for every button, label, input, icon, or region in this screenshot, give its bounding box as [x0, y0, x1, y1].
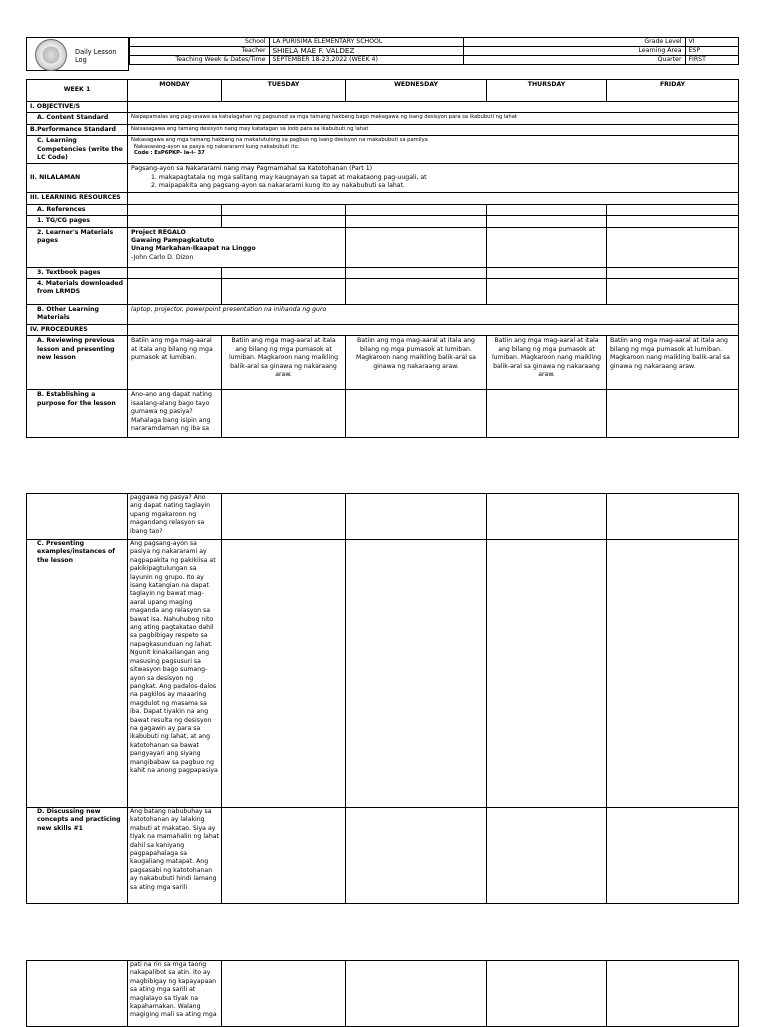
competency-code: Code : EsP6PKP- Ia-i– 37: [134, 150, 205, 157]
quarter-value: FIRST: [685, 56, 738, 65]
performance-standard: Naisasagawa ang tamang desisyon nang may katatagan sa loob para sa ikabubuti ng lahat: [128, 124, 739, 135]
day-friday: FRIDAY: [607, 80, 739, 102]
day-monday: MONDAY: [128, 80, 222, 102]
lrmds-label: 4. Materials downloaded from LRMDS: [27, 279, 128, 305]
review-thursday: Batiin ang mga mag-aaral at itala ang bilang ng mga pumasok at lumiban. Magkaroon nang maikling balik-aral sa ginawa ng nakaraang araw.: [487, 336, 607, 390]
week-header: WEEK 1: [27, 80, 128, 102]
lm-line-2: Gawaing Pampagkatuto: [131, 237, 215, 245]
area-value: ESP: [685, 47, 738, 56]
nilalaman-item-2: 2. maipapakita ang pagsang-ayon sa nakararami kung ito ay nakabubuti sa lahat.: [151, 182, 405, 190]
day-wednesday: WEDNESDAY: [346, 80, 487, 102]
week-label: Teaching Week & Dates/Time: [129, 56, 269, 65]
lesson-table: [26, 79, 739, 438]
lm-pages-label: 2. Learner's Materials pages: [27, 227, 128, 267]
discussing-monday: Ang batang nabubuhay sa katotohanan ay lalaking mabuti at makatao. Siya ay tiyak na mamahalin ng lahat dahil sa kaniyang pagpapahalaga sa kaugaliang matapat. Ang pagsasabi ng katotohanan ay nakabubuti hindi lamang sa ating mga sarili: [128, 808, 222, 904]
lm-pages: [128, 227, 346, 267]
performance-standard-label: B.Performance Standard: [27, 124, 128, 135]
review-monday: Batiin ang mga mag-aaral at itala ang bilang ng mga pumasok at lumiban.: [128, 336, 222, 390]
school-label: School: [129, 38, 269, 47]
nilalaman-title: Pagsang-ayon sa Nakararami nang may Pagmamahal sa Katotohanan (Part 1): [131, 165, 373, 173]
competency-2: Nakasasang-ayon sa pasya ng nakararami kung nakabubuti ito.: [134, 143, 300, 150]
content-standard: Naipapamalas ang pag-unawa sa kahalagahan ng pagsunod sa mga tamang hakbang bago makagawa ng isang desisyon para sa ikabubuti ng lahat: [128, 113, 739, 124]
competency-1: Nakasagawa ang mga tamang hakbang na makatutulong sa pagbuo ng isang desisyon na makabubuti sa pamilya: [131, 137, 428, 144]
establishing-monday: Ano-ano ang dapat nating isaalang-alang bago tayo gumawa ng pasiya? Mahalaga bang isipin ang nararamdaman ng iba sa: [128, 390, 222, 438]
competencies-label: C. Learning Competencies (write the LC Code): [27, 136, 128, 164]
review-wednesday: Batiin ang mga mag-aaral at itala ang bilang ng mga pumasok at lumiban. Magkaroon nang maikling balik-aral sa ginawa ng nakaraang araw.: [346, 336, 487, 390]
day-thursday: THURSDAY: [487, 80, 607, 102]
review-tuesday: Batiin ang mga mag-aaral at itala ang bilang ng mga pumasok at lumiban. Magkaroon nang maikling balik-aral sa ginawa ng nakaraang araw.: [222, 336, 346, 390]
presenting-monday: Ang pagsang-ayon sa pasiya ng nakararami ay nagpapakita ng pakikiisa at pakikipagtulungan sa layunin ng grupo. Ito ay isang katangian na dapat taglayin ng bawat mag-aaral upang maging maganda ang relasyon sa bawat isa. Nahuhubog nito ang ating pagtakatao dahil sa pagbibigay respeto sa napagkasunduan ng lahat. Ngunit kinakailangan ang masusing pagsusuri sa sitwasyon bago sumang-ayon sa desisyon ng pangkat. Ang padalos-dalos na pagkilos ay maaaring magdulot ng masama sa iba. Dapat tiyakin na ang bawat resulta ng desisyon na gagawin ay para sa ikabubuti ng lahat, at ang katotohanan sa bawat pangyayari ang siyang mangibabaw sa pagbuo ng kahit na anong pagpapasiya: [128, 540, 222, 808]
review-friday: Batiin ang mga mag-aaral at itala ang bilang ng mga pumasok at lumiban. Magkaroon nang maikling balik-aral sa ginawa ng nakaraang araw.: [607, 336, 739, 390]
lm-line-1: Project REGALO: [131, 228, 186, 236]
establishing-label: B. Establishing a purpose for the lesson: [27, 390, 128, 438]
tg-pages-label: 1. TG/CG pages: [27, 216, 128, 227]
lesson-table-continued: [26, 493, 739, 904]
establishing-monday-cont: paggawa ng pasya? Ano ang dapat nating taglayin upang mgakaroon ng magandang relasyon sa ibang tao?: [128, 494, 222, 540]
textbook-pages-label: 3. Textbook pages: [27, 267, 128, 278]
references-label: A. References: [27, 204, 128, 215]
week-value: SEPTEMBER 18-23,2022 (WEEK 4): [269, 56, 463, 65]
nilalaman-label: II. NILALAMAN: [27, 164, 128, 193]
quarter-label: Quarter: [463, 56, 685, 65]
teacher-value: SHIELA MAE F. VALDEZ: [269, 47, 463, 56]
nilalaman-item-1: 1. makapagtatala ng mga salitang may kaugnayan sa tapat at makataong pag-uugali, at: [151, 173, 427, 181]
discussing-label: D. Discussing new concepts and practicing new skills #1: [27, 808, 128, 904]
grade-value: VI: [685, 38, 738, 47]
lesson-table-continued-2: [26, 960, 739, 1027]
presenting-label: C. Presenting examples/instances of the lesson: [27, 540, 128, 808]
competencies: [128, 136, 739, 164]
resources-heading: III. LEARNING RESOURCES: [27, 193, 128, 204]
other-materials-label: B. Other Learning Materials: [27, 305, 128, 325]
lm-line-3: Unang Markahan-Ikaapat na Linggo: [131, 245, 256, 253]
content-standard-label: A. Content Standard: [27, 113, 128, 124]
nilalaman: [128, 164, 739, 193]
discussing-monday-cont: pati na rin sa mga taong nakapalibot sa atin. Ito ay magbibigay ng kapayapaan sa ating mga sarili at maglalayo sa tiyak na kapahamakan. Walang magiging mali sa ating mga: [128, 961, 222, 1027]
objectives-heading: I. OBJECTIVE/S: [27, 102, 128, 113]
header-table: [26, 37, 739, 65]
doc-title: Daily Lesson Log: [75, 48, 117, 64]
reviewing-label: A. Reviewing previous lesson and presenting new lesson: [27, 336, 128, 390]
other-materials: laptop, projector, powerpoint presentation na inihanda ng guro: [128, 305, 739, 325]
teacher-label: Teacher: [129, 47, 269, 56]
school-value: LA PURISIMA ELEMENTARY SCHOOL: [269, 38, 463, 47]
lm-line-4: -John Carlo D. Dizon: [131, 253, 194, 261]
grade-label: Grade Level: [463, 38, 685, 47]
procedures-heading: IV. PROCEDURES: [27, 324, 128, 335]
day-tuesday: TUESDAY: [222, 80, 346, 102]
area-label: Learning Area: [463, 47, 685, 56]
